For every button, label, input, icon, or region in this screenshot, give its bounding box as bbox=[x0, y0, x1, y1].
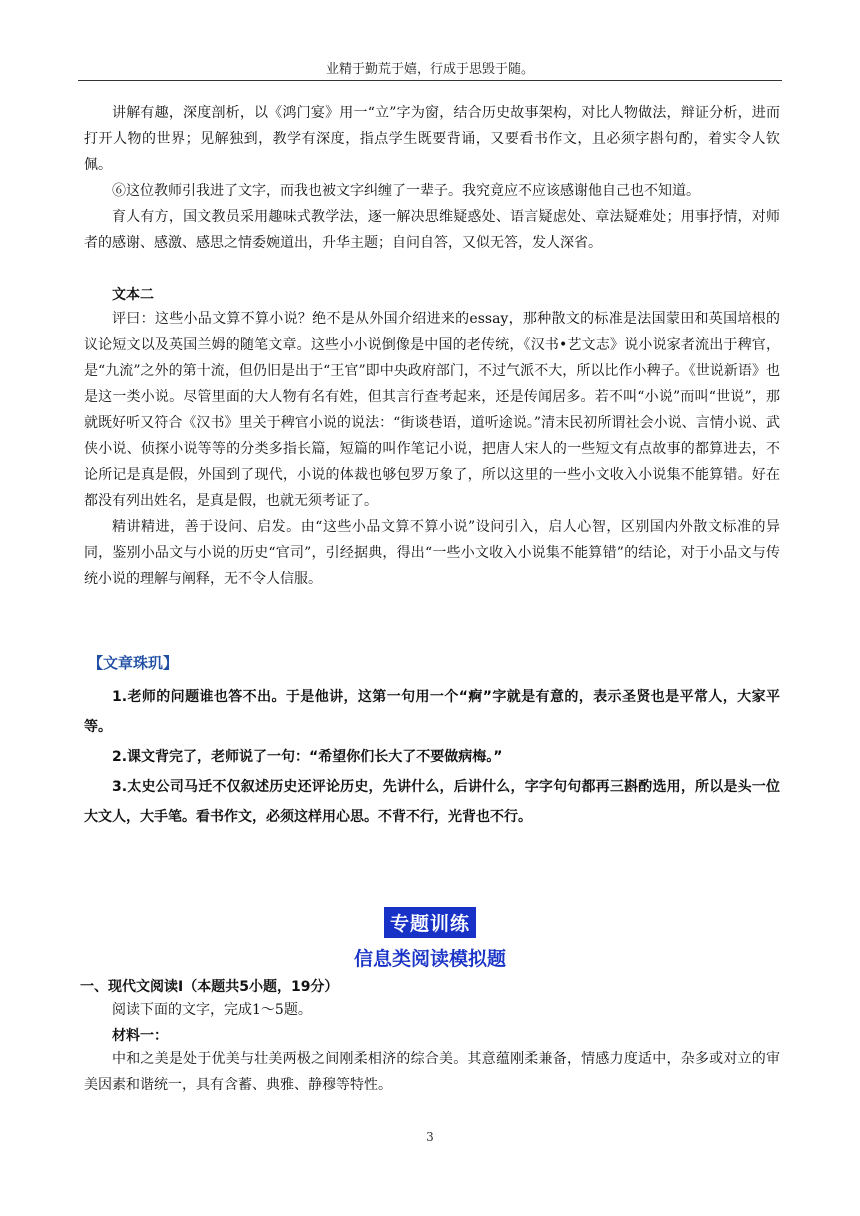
material-label: 材料一： bbox=[112, 1028, 168, 1044]
page-number: 3 bbox=[426, 1130, 434, 1144]
article-gems-title: 【文章珠玑】 bbox=[88, 654, 179, 672]
text2-paragraph: 评曰：这些小品文算不算小说？绝不是从外国介绍进来的essay，那种散文的标准是法国蒙田和英国培根的议论短文以及英国兰姆的随笔文章。这些小小说倒像是中国的老传统，《汉书•艺文志》说小说家者流出于稗官，是“九流”之外的第十流，但仍旧是出于“王官”即中央政府部门，不过气派不大，所以比作小稗子。《世说新语》也是这一类小说。尽管里面的大人物有名有姓，但其言行查考起来，还是传闻居多。若不叫“小说”而叫“世说”，那就既好听又符合《汉书》里关于稗官小说的说法：“街谈巷语，道听途说。”清末民初所谓社会小说、言情小说、武侠小说、侦探小说等等的分类多指长篇，短篇的叫作笔记小说，把唐人宋人的一些短文有点故事的都算进去，不论所记是真是假，外国到了现代，小说的体裁也够包罗万象了，所以这里的一些小文收入小说集不能算错。好在都没有列出姓名，是真是假，也就无须考证了。 bbox=[84, 311, 780, 509]
text1-body bbox=[84, 100, 780, 256]
training-subtitle: 信息类阅读模拟题 bbox=[353, 948, 506, 970]
article-gems-list bbox=[84, 682, 780, 832]
text2-body bbox=[84, 306, 780, 592]
question-heading: 一、现代文阅读Ⅰ（本题共5小题，19分） bbox=[80, 979, 339, 995]
training-badge-row bbox=[0, 907, 860, 938]
article-gem-item: 2.课文背完了，老师说了一句：“希望你们长大了不要做病梅。” bbox=[112, 749, 503, 765]
text1-paragraph: ⑥这位教师引我进了文字，而我也被文字纠缠了一辈子。我究竟应不应该感谢他自己也不知道。 bbox=[112, 183, 700, 199]
header-motto: 业精于勤荒于嬉，行成于思毁于随。 bbox=[325, 62, 534, 77]
question-instruction: 阅读下面的文字，完成1～5题。 bbox=[112, 1002, 312, 1018]
article-gem-item: 3.太史公司马迁不仅叙述历史还评论历史，先讲什么，后讲什么，字字句句都再三斟酌选用，所以是头一位大文人，大手笔。看书作文，必须这样用心思。不背不行，光背也不行。 bbox=[84, 779, 780, 825]
article-gem-item: 1.老师的问题谁也答不出。于是他讲，这第一句用一个“痾”字就是有意的，表示圣贤也是平常人，大家平等。 bbox=[84, 689, 780, 735]
training-badge: 专题训练 bbox=[384, 907, 476, 938]
material-body bbox=[84, 1046, 780, 1098]
material-paragraph: 中和之美是处于优美与壮美两极之间刚柔相济的综合美。其意蕴刚柔兼备，情感力度适中，杂多或对立的审美因素和谐统一，具有含蓄、典雅、静穆等特性。 bbox=[84, 1051, 780, 1093]
text1-paragraph: 育人有方，国文教员采用趣味式教学法，逐一解决思维疑惑处、语言疑虑处、章法疑难处；用事抒情，对师者的感谢、感激、感思之情委婉道出，升华主题；自问自答，又似无答，发人深省。 bbox=[84, 209, 780, 251]
text2-paragraph: 精讲精进，善于设问、启发。由“这些小品文算不算小说”设问引入，启人心智，区别国内外散文标准的异同，鉴别小品文与小说的历史“官司”，引经据典，得出“一些小文收入小说集不能算错”的结论，对于小品文与传统小说的理解与阐释，无不令人信服。 bbox=[84, 519, 780, 587]
text1-paragraph: 讲解有趣，深度剖析，以《鸿门宴》用一“立”字为窗，结合历史故事架构，对比人物做法，辩证分析，进而打开人物的世界；见解独到，教学有深度，指点学生既要背诵，又要看书作文，且必须字斟句酌，着实令人钦佩。 bbox=[84, 105, 780, 173]
text2-heading: 文本二 bbox=[112, 287, 154, 303]
header-divider bbox=[78, 80, 782, 81]
